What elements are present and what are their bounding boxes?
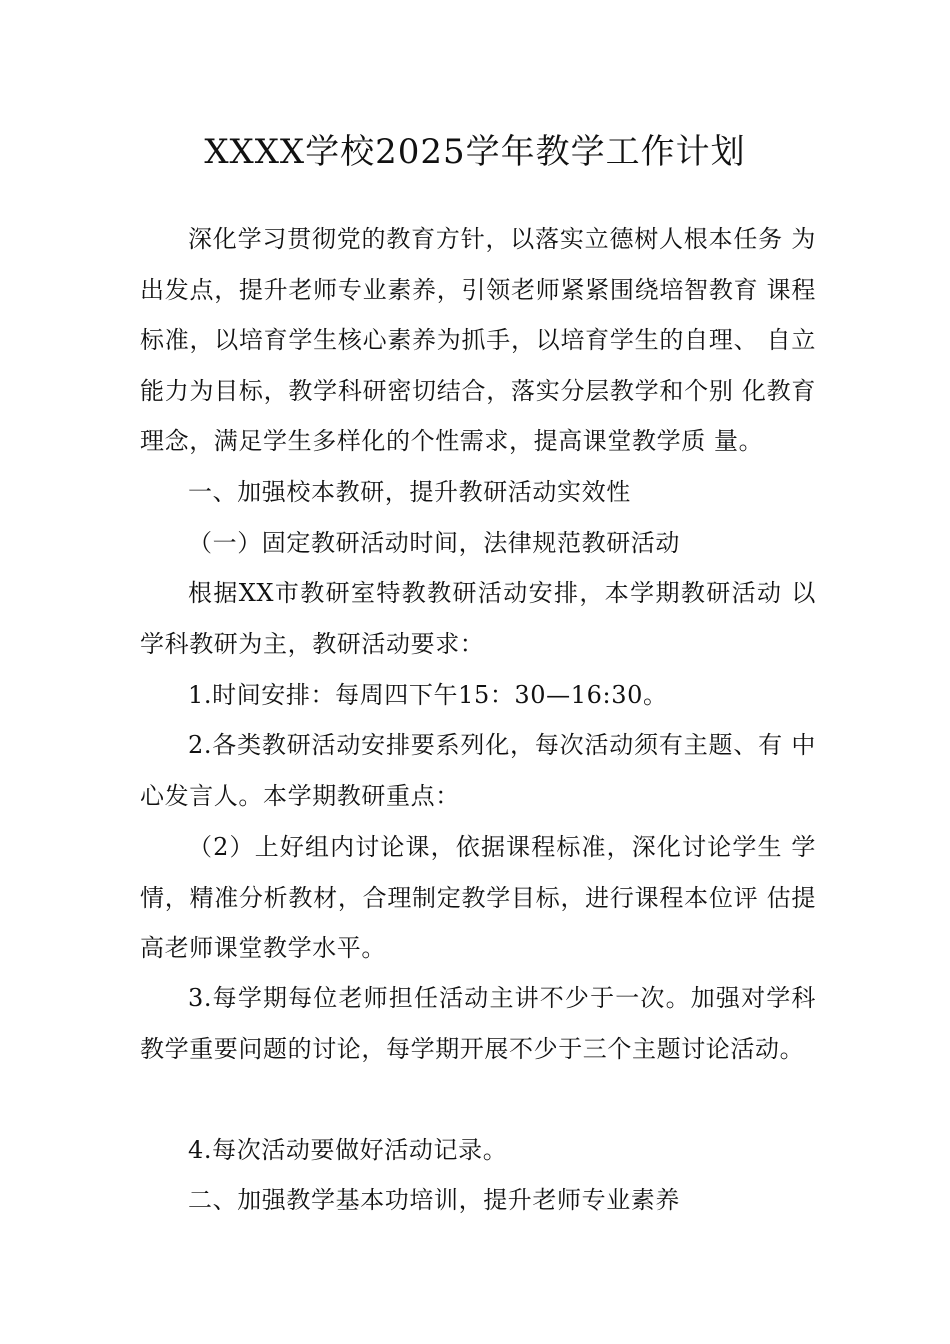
list-item-1: 1.时间安排：每周四下午15：30—16:30。 <box>188 681 668 709</box>
list-item-3: 3.每学期每位老师担任活动主讲不少于一次。加强对学科教学重要问题的讨论，每学期开展不少于三个主题讨论活动。 <box>140 984 816 1063</box>
list-item-4: 4.每次活动要做好活动记录。 <box>188 1136 508 1164</box>
section-heading-2: 二、加强教学基本功培训，提升老师专业素养 <box>188 1186 680 1214</box>
paragraph-requirements: 根据XX市教研室特教教研活动安排，本学期教研活动 以学科教研为主，教研活动要求： <box>140 579 816 658</box>
list-item-2: 2.各类教研活动安排要系列化，每次活动须有主题、有 中心发言人。本学期教研重点： <box>140 731 816 810</box>
list-item-2-sub-2: （2）上好组内讨论课，依据课程标准，深化讨论学生 学情，精准分析教材，合理制定教学目标，进行课程本位评 估提高老师课堂教学水平。 <box>140 833 816 962</box>
section-heading-1: 一、加强校本教研，提升教研活动实效性 <box>188 478 631 506</box>
document-title: XXXX学校2025学年教学工作计划 <box>204 132 746 172</box>
subsection-heading-1: （一）固定教研活动时间，法律规范教研活动 <box>188 529 680 557</box>
paragraph-intro: 深化学习贯彻党的教育方针，以落实立德树人根本任务 为出发点，提升老师专业素养，引领老师紧紧围绕培智教育 课程标准，以培育学生核心素养为抓手，以培育学生的自理、 自立能力为目标，教学科研密切结合，落实分层教学和个别 化教育理念，满足学生多样化的个性需求，提高课堂教学质 量。 <box>140 225 816 455</box>
